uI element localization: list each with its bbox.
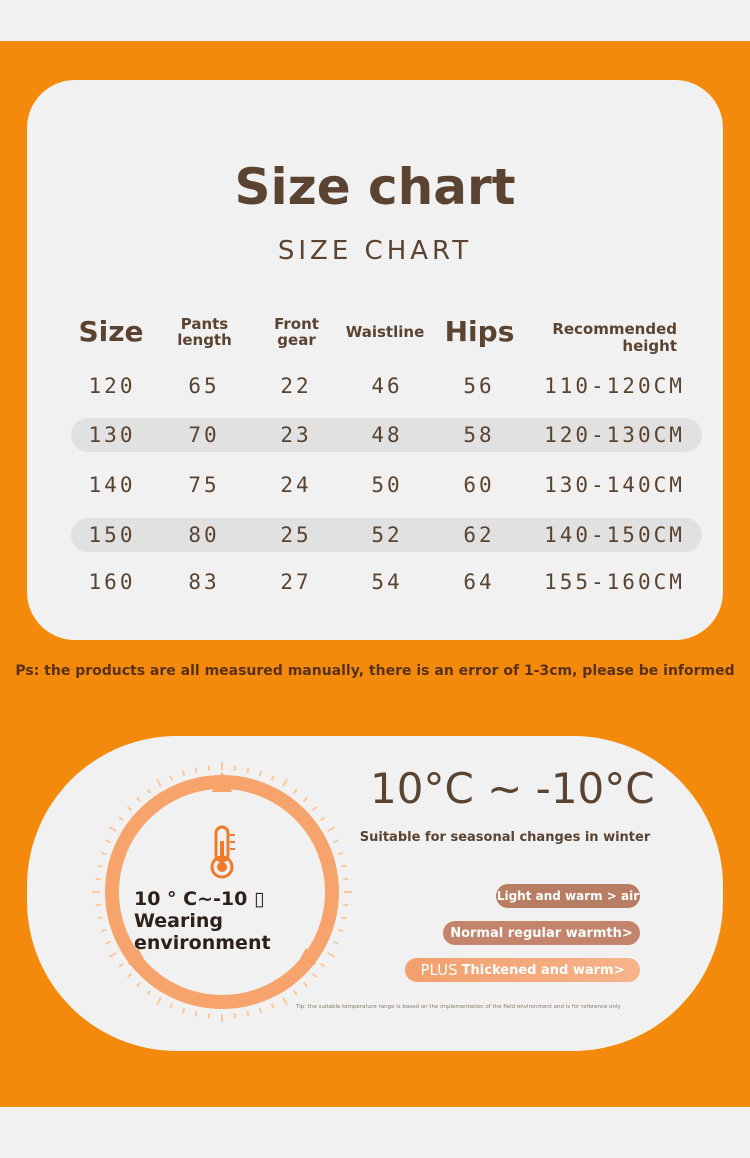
warmth-level-light: Light and warm > air bbox=[496, 884, 640, 908]
dial-tick bbox=[235, 766, 236, 771]
tip-text: Tip: the suitable temperature range is based on the implementation of the field environment and is for reference only bbox=[296, 1004, 621, 1010]
dial-tick bbox=[109, 953, 116, 957]
dial-tick bbox=[137, 983, 140, 987]
dial-tick bbox=[260, 771, 262, 776]
header-recommended-height-line1: Recommended bbox=[552, 320, 677, 338]
table-cell: 62 bbox=[463, 523, 495, 547]
table-cell: 120-130CM bbox=[544, 423, 685, 447]
dial-tick bbox=[119, 817, 123, 820]
table-cell: 27 bbox=[280, 570, 312, 594]
dial-tick bbox=[272, 1003, 274, 1008]
dial-tick bbox=[157, 779, 161, 786]
dial-tick bbox=[209, 1013, 210, 1018]
table-cell: 75 bbox=[188, 473, 220, 497]
header-front-gear bbox=[259, 310, 334, 354]
header-size: Size bbox=[78, 314, 144, 348]
dial-tick bbox=[170, 776, 172, 781]
dial-tick bbox=[157, 998, 161, 1005]
table-cell: 140 bbox=[88, 473, 136, 497]
dial-tick bbox=[283, 779, 287, 786]
header-waistline: Waistline bbox=[345, 322, 425, 341]
dial-tick bbox=[96, 905, 101, 906]
table-cell: 23 bbox=[280, 423, 312, 447]
dial-tick bbox=[272, 776, 274, 781]
header-front-gear-line1: Front bbox=[274, 314, 319, 333]
dial-tick bbox=[313, 807, 317, 810]
table-cell: 155-160CM bbox=[544, 570, 685, 594]
dial-tick bbox=[260, 1008, 262, 1013]
table-cell: 25 bbox=[280, 523, 312, 547]
size-chart-subtitle: SIZE CHART bbox=[277, 236, 473, 266]
plus-label: PLUS bbox=[420, 961, 458, 979]
table-cell: 58 bbox=[463, 423, 495, 447]
dial-tick bbox=[304, 798, 307, 802]
dial-tick bbox=[247, 768, 248, 773]
header-pants-length-line1: Pants bbox=[180, 314, 229, 333]
header-recommended-height-line2: height bbox=[622, 336, 677, 355]
table-cell: 140-150CM bbox=[544, 523, 685, 547]
dial-label-line2: Wearing bbox=[134, 910, 223, 932]
dial-tick bbox=[328, 827, 335, 831]
table-cell: 130-140CM bbox=[544, 473, 685, 497]
dial-tick bbox=[98, 866, 103, 867]
dial-tick bbox=[101, 853, 106, 855]
temperature-range: 10°C ~ -10°C bbox=[370, 764, 655, 813]
header-pants-length-line2: length bbox=[177, 331, 232, 349]
dial-tick bbox=[128, 974, 132, 977]
dial-label bbox=[134, 888, 294, 954]
dial-tick bbox=[183, 1008, 185, 1013]
table-cell: 80 bbox=[188, 523, 220, 547]
table-cell: 160 bbox=[88, 570, 136, 594]
dial-tick bbox=[328, 953, 335, 957]
table-cell: 60 bbox=[463, 473, 495, 497]
table-cell: 65 bbox=[188, 374, 220, 398]
header-front-gear-line2: gear bbox=[277, 331, 316, 349]
dial-tick bbox=[96, 879, 101, 880]
dial-tick bbox=[147, 789, 150, 793]
table-cell: 46 bbox=[371, 374, 403, 398]
table-cell: 22 bbox=[280, 374, 312, 398]
table-cell: 110-120CM bbox=[544, 374, 685, 398]
table-cell: 120 bbox=[88, 374, 136, 398]
dial-tick bbox=[106, 942, 111, 944]
dial-tick bbox=[101, 930, 106, 932]
dial-tick bbox=[321, 964, 325, 967]
dial-tick bbox=[338, 853, 343, 855]
dial-tick bbox=[209, 766, 210, 771]
table-cell: 130 bbox=[88, 423, 136, 447]
dial-tick bbox=[196, 1011, 197, 1016]
dial-tick bbox=[304, 983, 307, 987]
table-cell: 56 bbox=[463, 374, 495, 398]
table-cell: 64 bbox=[463, 570, 495, 594]
dial-tick bbox=[106, 840, 111, 842]
dial-tick bbox=[321, 817, 325, 820]
table-cell: 48 bbox=[371, 423, 403, 447]
dial-tick bbox=[109, 827, 116, 831]
header-pants-length bbox=[167, 310, 242, 354]
table-cell: 24 bbox=[280, 473, 312, 497]
dial-tick bbox=[294, 991, 297, 995]
size-chart-title: Size chart bbox=[234, 158, 516, 216]
dial-tick bbox=[137, 798, 140, 802]
table-cell: 54 bbox=[371, 570, 403, 594]
bottom-strip bbox=[0, 1107, 750, 1158]
table-cell: 150 bbox=[88, 523, 136, 547]
dial-tick bbox=[343, 879, 348, 880]
dial-tick bbox=[341, 917, 346, 918]
thermometer-icon bbox=[212, 827, 235, 877]
table-cell: 50 bbox=[371, 473, 403, 497]
warmth-level-thickened-label: Thickened and warm> bbox=[461, 962, 625, 978]
warmth-level-thickened bbox=[405, 958, 640, 982]
dial-tick bbox=[247, 1011, 248, 1016]
dial-tick bbox=[333, 942, 338, 944]
suitable-text: Suitable for seasonal changes in winter bbox=[359, 830, 651, 845]
dial-tick bbox=[128, 807, 132, 810]
table-cell: 83 bbox=[188, 570, 220, 594]
warmth-level-normal: Normal regular warmth> bbox=[443, 921, 640, 945]
table-cell: 70 bbox=[188, 423, 220, 447]
dial-tick bbox=[147, 991, 150, 995]
size-chart-card bbox=[27, 80, 723, 640]
dial-tick bbox=[119, 964, 123, 967]
dial-tick bbox=[283, 998, 287, 1005]
dial-label-line3: environment bbox=[134, 932, 271, 954]
table-cell: 52 bbox=[371, 523, 403, 547]
dial-tick bbox=[333, 840, 338, 842]
dial-tick bbox=[170, 1003, 172, 1008]
dial-label-line1: 10 ° C~-10 ▯ bbox=[134, 888, 265, 910]
dial-tick bbox=[196, 768, 197, 773]
dial-tick bbox=[343, 905, 348, 906]
dial-tick bbox=[183, 771, 185, 776]
measurement-note: Ps: the products are all measured manually, there is an error of 1-3cm, please be informed bbox=[15, 663, 735, 679]
header-hips: Hips bbox=[444, 314, 515, 348]
dial-tick bbox=[98, 917, 103, 918]
header-recommended-height bbox=[537, 310, 677, 354]
dial-tick bbox=[341, 866, 346, 867]
dial-tick bbox=[313, 974, 317, 977]
dial-tick bbox=[235, 1013, 236, 1018]
dial-tick bbox=[338, 930, 343, 932]
dial-tick bbox=[294, 789, 297, 793]
